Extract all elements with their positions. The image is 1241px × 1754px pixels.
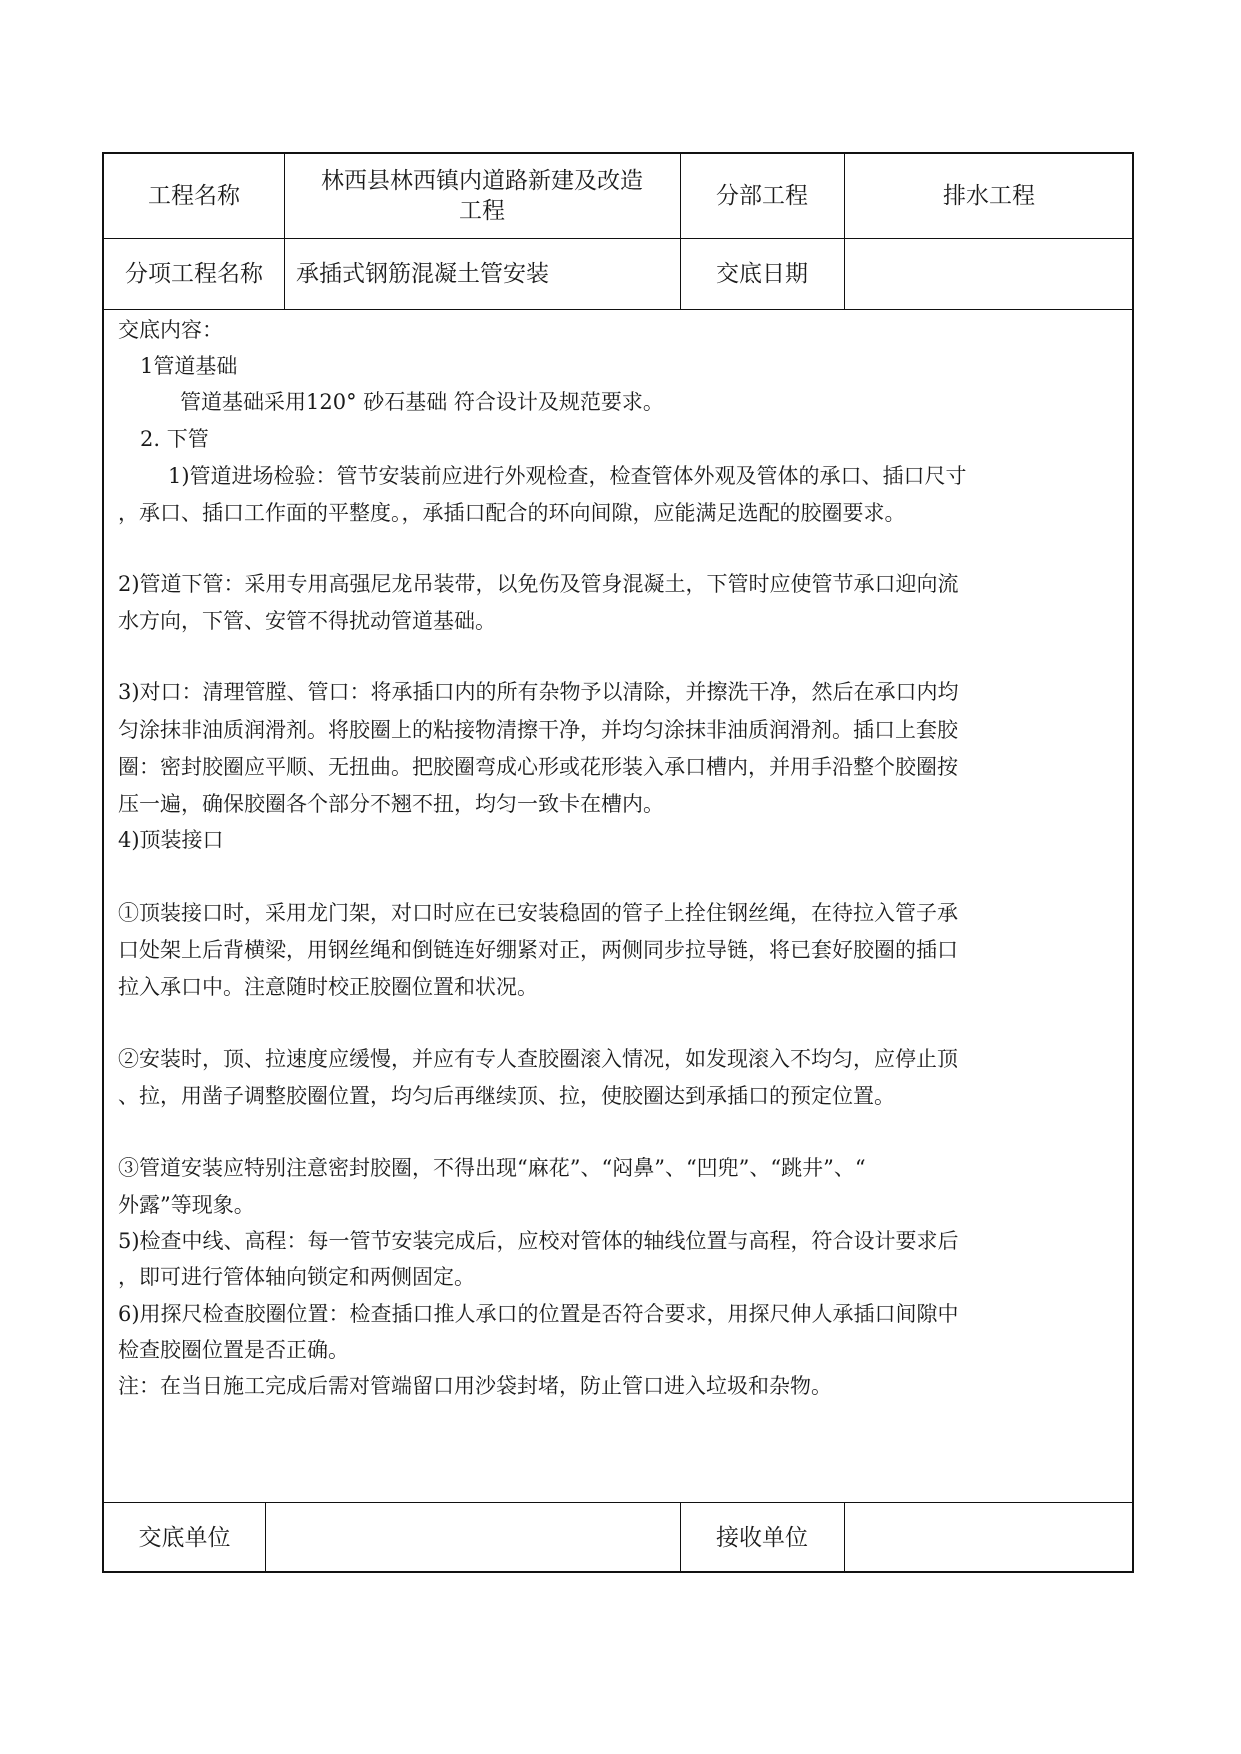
content-line: 2. 下管 — [140, 427, 209, 451]
content-line: 1管道基础 — [140, 354, 238, 378]
content-line: 管道基础采用120° 砂石基础 符合设计及规范要求。 — [180, 390, 664, 414]
handover-form — [102, 152, 1134, 1573]
content-line: 、拉，用凿子调整胶圈位置，均匀后再继续顶、拉，使胶圈达到承插口的预定位置。 — [118, 1084, 895, 1108]
division-value: 排水工程 — [943, 183, 1035, 209]
handover-unit-label: 交底单位 — [138, 1524, 231, 1551]
content-line: ②安装时，顶、拉速度应缓慢，并应有专人查胶圈滚入情况，如发现滚入不均匀，应停止顶 — [118, 1047, 958, 1071]
content-line: ①顶装接口时，采用龙门架，对口时应在已安装稳固的管子上拴住钢丝绳，在待拉入管子承 — [118, 901, 958, 925]
division-label: 分部工程 — [716, 183, 808, 209]
content-line: 压一遍，确保胶圈各个部分不翘不扭，均匀一致卡在槽内。 — [118, 792, 664, 816]
content-line: 拉入承口中。注意随时校正胶圈位置和状况。 — [118, 975, 538, 999]
content-line: ，即可进行管体轴向锁定和两侧固定。 — [118, 1265, 475, 1289]
content-line: ③管道安装应特别注意密封胶圈，不得出现“麻花”、“闷鼻”、“凹兜”、“跳井”、“ — [118, 1156, 866, 1180]
content-line: 匀涂抹非油质润滑剂。将胶圈上的粘接物清擦干净，并均匀涂抹非油质润滑剂。插口上套胶 — [118, 718, 958, 742]
content-line: 圈：密封胶圈应平顺、无扭曲。把胶圈弯成心形或花形装入承口槽内，并用手沿整个胶圈按 — [118, 755, 958, 779]
content-line: 3)对口：清理管膛、管口：将承插口内的所有杂物予以清除，并擦洗干净，然后在承口内均 — [118, 680, 959, 704]
date-value — [844, 238, 1134, 309]
content-line: 4)顶装接口 — [118, 828, 224, 852]
date-label: 交底日期 — [716, 260, 808, 287]
project-name-line2: 工程 — [459, 198, 505, 224]
content-line: 2)管道下管：采用专用高强尼龙吊装带，以免伤及管身混凝土，下管时应使管节承口迎向流 — [118, 572, 959, 596]
project-name-line1: 林西县林西镇内道路新建及改造 — [321, 168, 643, 194]
receive-unit-value — [844, 1502, 1134, 1573]
content-line: 口处架上后背横梁，用钢丝绳和倒链连好绷紧对正，两侧同步拉导链，将已套好胶圈的插口 — [118, 938, 958, 962]
receive-unit-label: 接收单位 — [716, 1524, 808, 1551]
subitem-value: 承插式钢筋混凝土管安装 — [296, 260, 549, 287]
content-line: 水方向，下管、安管不得扰动管道基础。 — [118, 609, 496, 633]
content-line: 6)用探尺检查胶圈位置：检查插口推人承口的位置是否符合要求，用探尺伸人承插口间隙中 — [118, 1302, 959, 1326]
content-line: 检查胶圈位置是否正确。 — [118, 1338, 349, 1362]
row-divider — [104, 309, 1132, 310]
content-line: ，承口、插口工作面的平整度。，承插口配合的环向间隙，应能满足选配的胶圈要求。 — [118, 501, 906, 525]
subitem-label: 分项工程名称 — [125, 260, 263, 287]
content-line: 外露”等现象。 — [118, 1193, 255, 1217]
handover-unit-value — [265, 1502, 680, 1573]
content-line: 交底内容： — [118, 318, 223, 342]
content-line: 5)检查中线、高程：每一管节安装完成后，应校对管体的轴线位置与高程，符合设计要求后 — [118, 1229, 959, 1253]
project-name-label: 工程名称 — [148, 183, 240, 209]
project-name-value — [284, 154, 680, 238]
content-line: 注：在当日施工完成后需对管端留口用沙袋封堵，防止管口进入垃圾和杂物。 — [118, 1374, 832, 1398]
content-line: 1)管道进场检验：管节安装前应进行外观检查，检查管体外观及管体的承口、插口尺寸 — [168, 464, 967, 488]
